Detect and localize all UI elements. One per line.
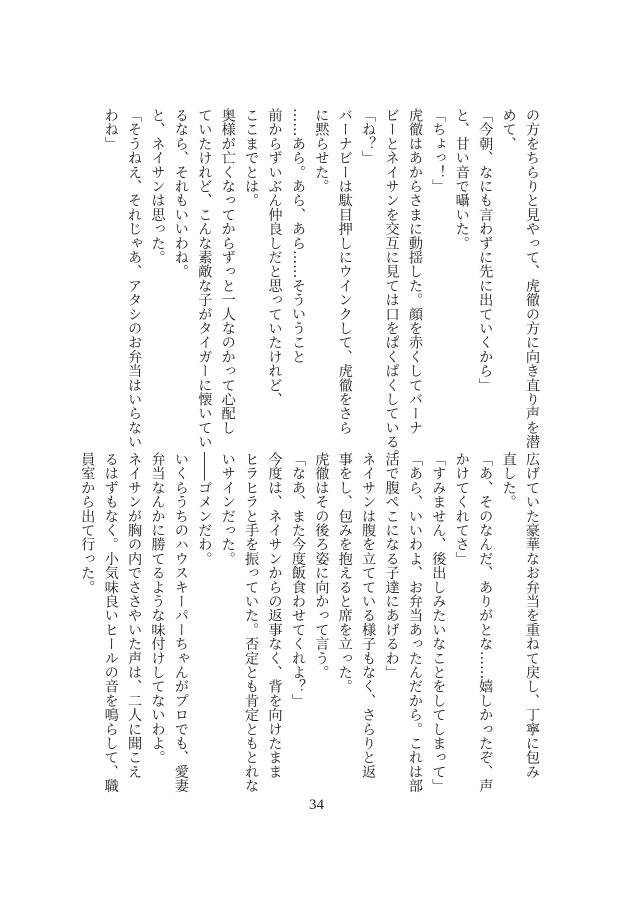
page-number: 34 <box>309 797 324 813</box>
text-line: と、甘い音で囁いた。 <box>453 108 470 250</box>
text-line: 虎徹はその後ろ姿に向かって言う。 <box>313 452 330 680</box>
text-line: 直した。 <box>500 452 517 509</box>
text-line: ここまでとは。 <box>243 108 260 208</box>
text-block-upper <box>98 108 543 463</box>
text-line: 事をし、包みを抱えると席を立った。 <box>336 452 353 694</box>
text-line: 活で腹ぺこになる子達にあげるわ」 <box>383 452 400 680</box>
text-line: ヒラヒラと手を振っていた。否定とも肯定ともとれな <box>243 452 260 793</box>
text-line: 奥様が亡くなってからずっと一人なのかって心配し <box>219 108 236 435</box>
text-line: と、ネイサンは思った。 <box>149 108 166 265</box>
text-line: 虎徹はあからさまに動揺した。顔を赤くしてバーナ <box>406 108 423 435</box>
text-line: わね」 <box>102 108 119 151</box>
text-line: いサインだった。 <box>219 452 236 566</box>
text-line: 広げていた豪華なお弁当を重ねて戻し、丁寧に包み <box>524 452 540 779</box>
text-line: 員室から出て行った。 <box>79 452 96 594</box>
text-line: るはずもなく。小気味良いヒールの音を鳴らして、職 <box>102 452 119 793</box>
text-line: 今度は、ネイサンからの返事なく、背を向けたまま <box>266 452 283 779</box>
text-line: いくらうちのハウスキーパーちゃんがプロでも、愛妻 <box>172 452 189 793</box>
text-line: 「そうねえ、それじゃあ、アタシのお弁当はいらない <box>126 108 143 449</box>
text-line: バーナビーは駄目押しにウインクして、虎徹をさら <box>336 108 353 435</box>
text-line: 前からずいぶん仲良しだと思っていたけれど、 <box>266 108 283 407</box>
text-line: 「あら、いいわよ、お弁当あったんだから。これは部 <box>406 452 423 793</box>
text-block-lower <box>75 452 543 792</box>
text-line: めて、 <box>500 108 517 151</box>
text-line: 「ちょっ！」 <box>430 108 447 194</box>
text-line: ……あら。あら、あら……そういうこと <box>289 108 306 364</box>
text-line: 「ね？」 <box>360 108 377 165</box>
text-line: 「あ、そのなんだ、ありがとな……嬉しかったぞ、声 <box>477 452 494 793</box>
text-line: ネイサンは腹を立てている様子もなく、さらりと返 <box>360 452 377 779</box>
text-line: 「すみません、後出しみたいなことをしてしまって」 <box>430 452 447 793</box>
text-line: の方をちらりと見やって、虎徹の方に向き直り声を潜 <box>524 108 540 449</box>
text-line: ネイサンが胸の内でささやいた声は、二人に聞こえ <box>126 452 143 779</box>
text-line: ていたけれど、こんな素敵な子がタイガーに懐いてい <box>196 108 213 449</box>
text-line: かけてくれてさ」 <box>453 452 470 566</box>
text-line: 弁当なんかに勝てるような味付けしてないわよ。 <box>149 452 166 765</box>
text-line: るなら、それもいいわね。 <box>172 108 189 279</box>
text-line: ビーとネイサンを交互に見ては口をぱくぱくしている。 <box>383 108 400 463</box>
text-line: 「なあ、また今度飯食わせてくれよ？」 <box>289 452 306 708</box>
text-line: 「今朝、なにも言わずに先に出ていくから」 <box>477 108 494 392</box>
text-line: ――ゴメンだわ。 <box>196 452 213 566</box>
text-line: に黙らせた。 <box>313 108 330 194</box>
